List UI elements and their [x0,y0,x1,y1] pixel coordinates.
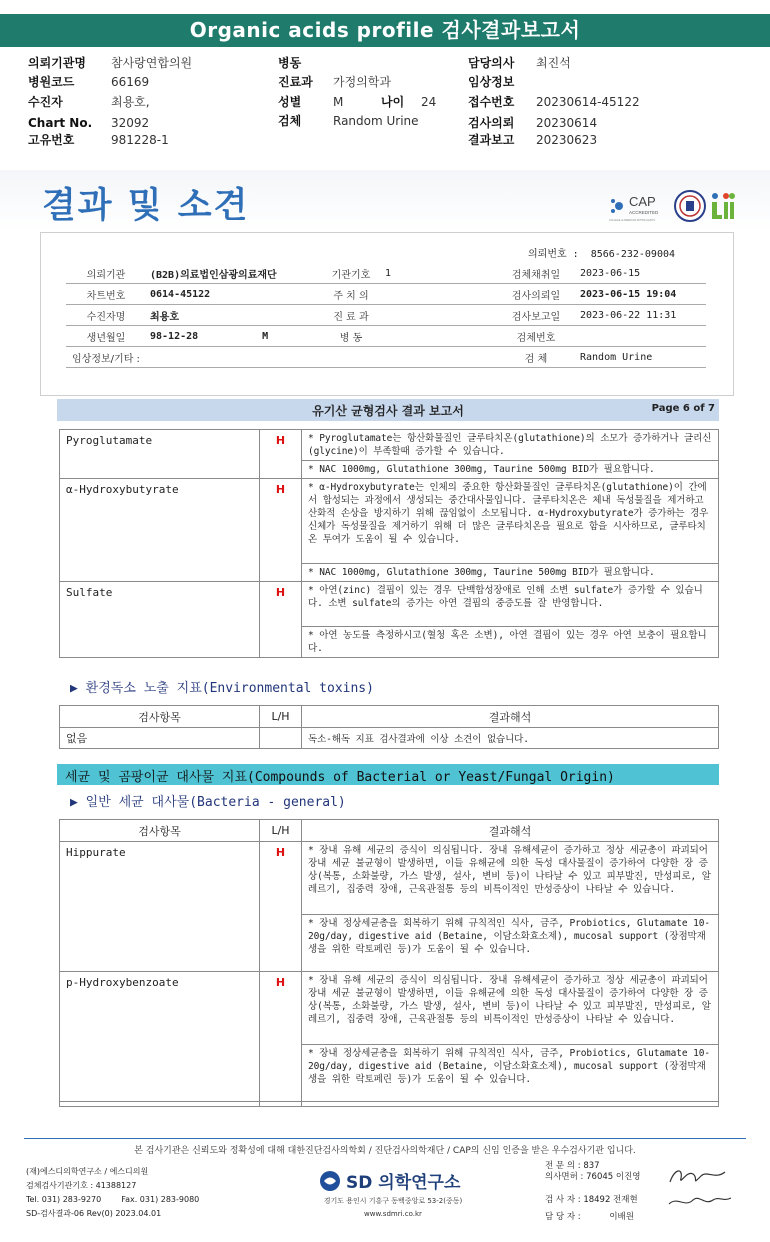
footer-lab-code: 검체검사기관기호 : 41388127 [26,1181,137,1190]
table-row [60,1102,719,1107]
col-lh: L/H [260,706,302,728]
form-label: 검사의뢰일 [496,284,576,305]
request-form-table [66,263,706,368]
brand-name: SD 의학연구소 [346,1173,461,1193]
table-row [60,728,719,749]
form-label: 검체채취일 [496,263,576,284]
report-date-label: 결과보고 [468,133,515,147]
blank [321,347,381,368]
form-specimen-label: 검 체 [496,347,576,368]
report-title: Organic acids profile 검사결과보고서 [0,14,770,47]
unique-no-value: 981228-1 [111,133,169,147]
form-label: 진 료 과 [321,305,381,326]
form-label: 검사보고일 [496,305,576,326]
result-name: Hippurate [60,842,260,972]
blank [60,1102,260,1107]
result-flag [260,728,302,749]
result-flag: H [260,842,302,972]
patient-value: 최용호, [111,95,150,109]
request-no-label: 의뢰번호 : [528,249,579,260]
sd-logo-icon [318,1170,342,1192]
receipt-no-label: 접수번호 [468,95,515,109]
result-note: * 장내 정상세균총을 회복하기 위해 규칙적인 식사, 금주, Probiotics, Glutamate 10-20g/day, digestive aid (Betaine, 이담소화효소제), mucosal support (장점막재생을 위한 락토페린 등)가 도움이 될 수 있습니다. [302,1045,719,1102]
result-note: * NAC 1000mg, Glutathione 300mg, Taurine 500mg BID가 필요합니다. [302,461,719,479]
footer-notice: 본 검사기관은 신뢰도와 정확성에 대해 대한진단검사의학회 / 진단검사의학재단 / CAP의 신임 인증을 받은 우수검사기관 입니다. [134,1146,636,1156]
hospital-code-label: 병원코드 [28,75,75,89]
form-specimen-value: Random Urine [576,347,706,368]
request-date-value: 20230614 [536,116,598,130]
clinical-info-label: 임상정보 [468,75,515,89]
license-value: 76045 이진영 [586,1172,641,1182]
result-note: * Pyroglutamate는 항산화물질인 글루타치온(glutathione)의 소모가 증가하거나 글리신(glycine)이 부족할때 증가할 수 있습니다. [302,430,719,461]
clinical-label: 임상정보/기타 : [66,347,146,368]
age-value: 24 [421,95,437,109]
result-flag: H [260,430,302,479]
receipt-no-value: 20230614-45122 [536,95,640,109]
specimen-value: Random Urine [333,114,419,128]
result-name: Pyroglutamate [60,430,260,479]
form-value: 1 [381,263,496,284]
result-note: 독소-해독 지표 검사결과에 이상 소견이 없습니다. [302,728,719,749]
page-number: Page 6 of 7 [651,403,715,414]
col-item: 검사항목 [60,820,260,842]
hospital-code-value: 66169 [111,75,150,89]
cap-seal-icon [607,188,665,224]
table-row [60,582,719,627]
form-value [381,284,496,305]
request-date-label: 검사의뢰 [468,116,515,130]
col-item: 검사항목 [60,706,260,728]
result-note: * 장내 정상세균총을 회복하기 위해 규칙적인 식사, 금주, Probiotics, Glutamate 10-20g/day, digestive aid (Betaine, 이담소화효소제), mucosal support (장점막재생을 위한 락토페린 등)가 도움이 될 수 있습니다. [302,915,719,972]
result-name: Sulfate [60,582,260,658]
table-header-row [60,820,719,842]
form-value: 2023-06-15 19:04 [576,284,706,305]
request-no [528,245,675,260]
bacteria-heading: ▶ 일반 세균 대사물(Bacteria - general) [70,795,346,810]
env-heading: ▶ 환경독소 노출 지표(Environmental toxins) [70,681,374,696]
department-value: 가정의학과 [333,75,391,89]
society-seal-icon [673,188,707,224]
sd-logo [318,1168,468,1218]
unique-no-label: 고유번호 [28,133,75,147]
result-flag: H [260,972,302,1102]
institution-value: 참사랑연합의원 [111,56,193,70]
doctor-value: 최진석 [536,56,571,70]
result-note: * 장내 유해 세균의 증식이 의심됩니다. 장내 유해세균이 증가하고 정상 세균총이 파괴되어 장내 세균 불균형이 발생하면, 이들 유해균에 의한 독성 대사물질이 증가하여 다양한 장 증상(복통, 소화불량, 가스 발생, 설사, 변비 등)이 나타날 수 있고 피부발진, 만성피로, 알레르기, 집중력 장애, 근육관절통 등의 비특이적인 만성증상이 나타날 수 있습니다. [302,972,719,1045]
form-value: 2023-06-22 11:31 [576,305,706,326]
form-sex: M [262,330,269,342]
website: www.sdmri.co.kr [364,1210,422,1218]
result-note: * NAC 1000mg, Glutathione 300mg, Taurine 500mg BID가 필요합니다. [302,564,719,582]
result-name: α-Hydroxybutyrate [60,479,260,582]
form-label: 주 치 의 [321,284,381,305]
sex-label: 성별 [278,95,302,109]
table-header-row [60,706,719,728]
env-table [59,705,719,749]
table-row [60,842,719,915]
form-value [381,326,496,347]
signature-image [665,1160,735,1215]
table-row [60,972,719,1045]
result-note: * 아연(zinc) 결핍이 있는 경우 단백합성장애로 인해 소변 sulfate가 증가할 수 있습니다. 소변 sulfate의 증가는 아연 결핍의 중증도를 잘 반영합니다. [302,582,719,627]
results-title: 결과 및 소견 [42,186,250,226]
form-label: 의뢰기관 [66,263,146,284]
blank [302,1102,719,1107]
bacteria-bar-title: 세균 및 곰팡이균 대사물 지표(Compounds of Bacterial or Yeast/Fungal Origin) [65,770,615,785]
specialist-label: 전 문 의 : [545,1161,581,1171]
form-value: 0614-45122 [146,284,321,305]
form-label: 기관기호 [321,263,381,284]
birthdate: 98-12-28 [150,330,199,342]
cap-logo [607,188,665,224]
patient-label: 수진자 [28,95,63,109]
footer-signers [545,1161,665,1223]
form-label: 수진자명 [66,305,146,326]
request-form-row [66,284,706,305]
blank [381,347,496,368]
department-label: 진료과 [278,75,313,89]
chart-no-label: Chart No. [28,116,93,130]
request-form-row [66,326,706,347]
clinical-value [146,347,321,368]
form-value: 2023-06-15 [576,263,706,284]
footer-contact [26,1165,226,1221]
report-date-value: 20230623 [536,133,598,147]
result-flag: H [260,479,302,582]
tester-label: 검 사 자 : [545,1195,581,1205]
license-label: 의사면허 : [545,1172,584,1182]
license-line [545,1172,665,1183]
tester-line [545,1195,665,1206]
section-bar [57,399,719,421]
form-value [381,305,496,326]
footer-doc-no: SD-검사결과-06 Rev(0) 2023.04.01 [26,1209,162,1218]
society-seal [673,188,707,224]
lmf-logo [710,188,736,224]
form-label: 병 동 [321,326,381,347]
table-row [60,430,719,461]
specialist-line [545,1161,665,1172]
institution-label: 의뢰기관명 [28,56,86,70]
form-value: (B2B)의료법인삼광의료재단 [146,263,321,284]
manager-line [545,1212,665,1223]
form-value [146,326,321,347]
form-value: 최용호 [146,305,321,326]
footer-phone [26,1193,226,1207]
specialist-no: 837 [583,1161,600,1171]
result-note: * 아연 농도를 측정하시고(혈청 혹은 소변), 아연 결핍이 있는 경우 아연 보충이 필요합니다. [302,627,719,658]
patient-header [0,54,770,150]
ward-label: 병동 [278,56,302,70]
chart-no-value: 32092 [111,116,150,130]
form-label: 검체번호 [496,326,576,347]
request-no-value: 8566-232-09004 [590,249,676,260]
sex-value: M [333,95,344,109]
footer-org: (재)에스디의학연구소 / 에스디의원 [26,1167,149,1176]
table-row [60,479,719,564]
form-label: 차트번호 [66,284,146,305]
form-label: 생년월일 [66,326,146,347]
manager-value: 이배원 [609,1212,634,1222]
bacteria-table [59,819,719,1107]
result-note: * α-Hydroxybutyrate는 인체의 중요한 항산화물질인 글루타치온(glutathione)이 간에서 합성되는 과정에서 생성되는 중간대사물입니다. 글루타치온은 체내 독성물질을 제거하고 산화적 손상을 방지하기 위해 끊임없이 소모됩니다. α-Hydroxybutyrate가 증가하는 경우 신체가 독성물질을 제거하기 위해 더 많은 글루타치온을 필요로 함을 시사하므로, 글루타치온 투여가 도움이 될 수 있습니다. [302,479,719,564]
col-interp: 결과해석 [302,820,719,842]
result-note: * 장내 유해 세균의 증식이 의심됩니다. 장내 유해세균이 증가하고 정상 세균총이 파괴되어 장내 세균 불균형이 발생하면, 이들 유해균에 의한 독성 대사물질이 증가하여 다양한 장 증상(복통, 소화불량, 가스 발생, 설사, 변비 등)이 나타날 수 있고 피부발진, 만성피로, 알레르기, 집중력 장애, 근육관절통 등의 비특이적인 만성증상이 나타날 수 있습니다. [302,842,719,915]
cap-sub: ACCREDITED [629,210,659,215]
col-lh: L/H [260,820,302,842]
col-interp: 결과해석 [302,706,719,728]
manager-label: 담 당 자 : [545,1212,581,1222]
request-form-row [66,347,706,368]
specimen-label: 검체 [278,114,302,128]
age-label: 나이 [381,95,405,109]
top-results-table [59,429,719,658]
bacteria-bar [57,764,719,785]
footer-fax: Fax. 031) 283-9080 [121,1195,200,1204]
result-flag: H [260,582,302,658]
request-form-row [66,305,706,326]
cap-tiny: COLLEGE of AMERICAN PATHOLOGISTS [609,219,656,222]
cap-text: CAP [629,194,656,209]
blank [260,1102,302,1107]
footer-line [24,1138,746,1139]
form-value [576,326,706,347]
address: 경기도 용인시 기흥구 동백중앙로 53-2(중동) [323,1197,463,1205]
result-name: p-Hydroxybenzoate [60,972,260,1102]
tester-value: 18492 전재현 [583,1195,638,1205]
result-name: 없음 [60,728,260,749]
request-form-row [66,263,706,284]
footer-tel: Tel. 031) 283-9270 [26,1195,102,1204]
doctor-label: 담당의사 [468,56,515,70]
section-title: 유기산 균형검사 결과 보고서 [312,404,464,418]
lmf-logo-icon [710,188,736,224]
